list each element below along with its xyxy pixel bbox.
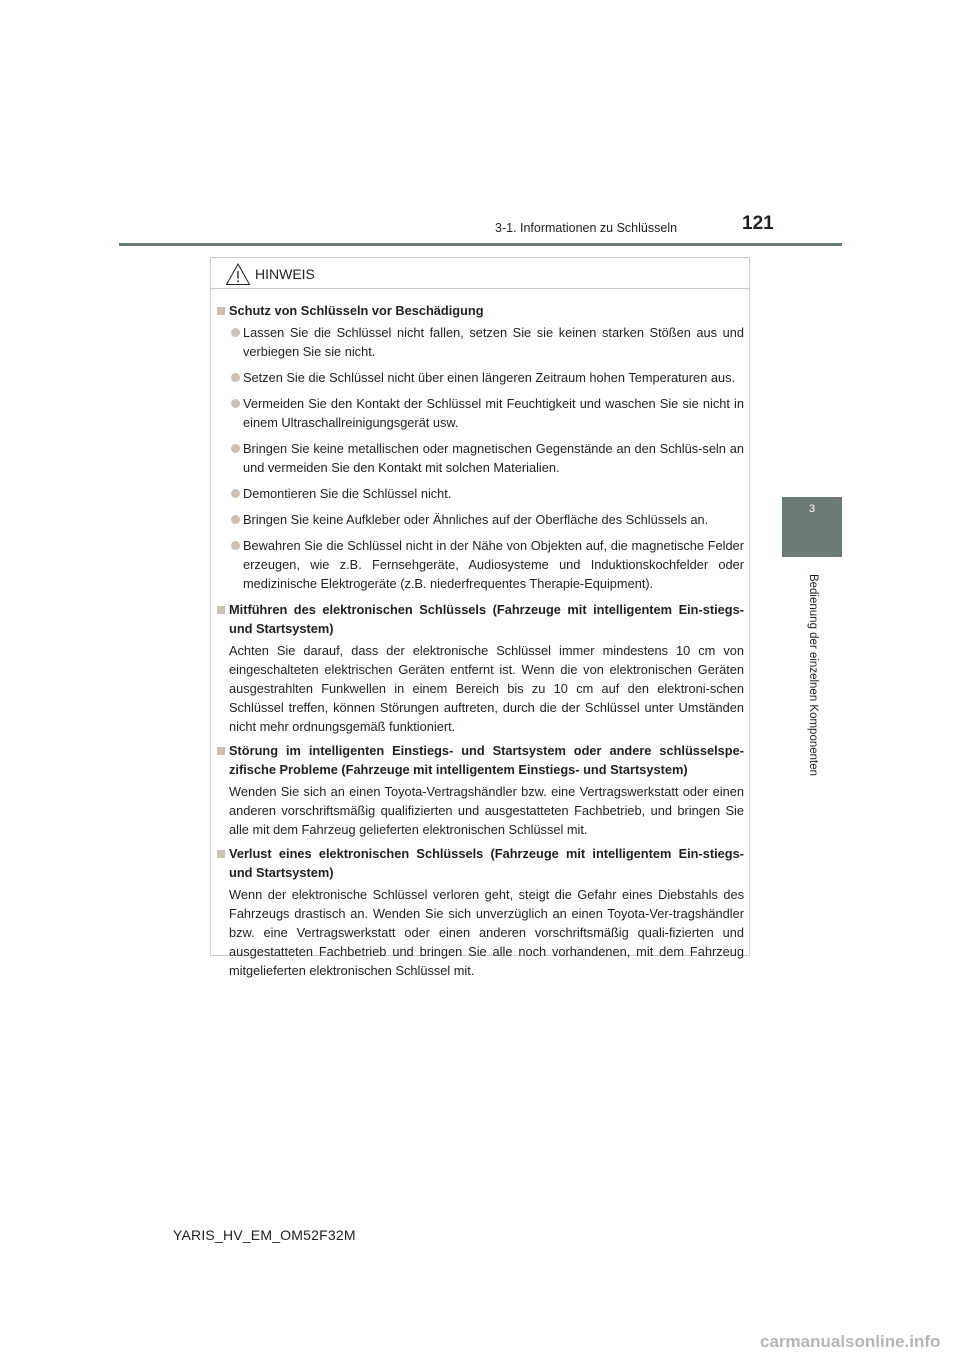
list-item	[217, 536, 744, 593]
list-item	[217, 323, 744, 361]
section-heading	[217, 301, 744, 320]
list-item-text: Setzen Sie die Schlüssel nicht über einen längeren Zeitraum hohen Temperaturen aus.	[243, 370, 736, 385]
warning-triangle-icon	[225, 262, 251, 286]
header-rule	[119, 243, 842, 246]
section-heading	[217, 600, 744, 638]
section-heading	[217, 844, 744, 882]
section-heading-text: Verlust eines elektronischen Schlüssels (Fahrzeuge mit intelligentem Ein-stiegs- und Startsystem)	[229, 846, 744, 880]
list-item-text: Lassen Sie die Schlüssel nicht fallen, setzen Sie sie keinen starken Stößen aus und verbiegen Sie sie nicht.	[243, 325, 744, 359]
section-heading	[217, 741, 744, 779]
list-item	[217, 439, 744, 477]
section-body: Wenden Sie sich an einen Toyota-Vertragshändler bzw. eine Vertragswerkstatt oder einen anderen vorschriftsmäßig qualifizierten und ausgestatteten Fachbetrieb, und bringen Sie alle mit dem Fahrzeug gelieferten elektronischen Schlüssel mit.	[229, 784, 744, 837]
chapter-number: 3	[808, 503, 816, 515]
square-bullet-icon	[217, 850, 225, 858]
section-body: Achten Sie darauf, dass der elektronische Schlüssel immer mindestens 10 cm von eingeschalteten elektrischen Geräten entfernt ist. Wenn die von elektronischen Geräten ausgestrahlten Funkwellen in einem Bereich bis zu 10 cm auf den elektroni-schen Schlüssel treffen, können Störungen auftreten, durch die der Schlüssel unter Umständen nicht mehr ordnungsgemäß funktioniert.	[229, 643, 744, 734]
notice-header	[211, 258, 749, 289]
list-item	[217, 484, 744, 503]
list-item-text: Demontieren Sie die Schlüssel nicht.	[243, 486, 452, 501]
square-bullet-icon	[217, 606, 225, 614]
dot-bullet-icon	[231, 444, 240, 453]
dot-bullet-icon	[231, 373, 240, 382]
dot-bullet-icon	[231, 541, 240, 550]
watermark-logo[interactable]: carmanualsonline.info	[760, 1332, 941, 1351]
dot-bullet-icon	[231, 489, 240, 498]
page-number: 121	[742, 213, 774, 234]
square-bullet-icon	[217, 747, 225, 755]
square-bullet-icon	[217, 307, 225, 315]
section-heading-text: Störung im intelligenten Einstiegs- und Startsystem oder andere schlüsselspe-zifische Probleme (Fahrzeuge mit intelligentem Einstiegs- und Startsystem)	[229, 743, 744, 777]
chapter-title: Bedienung der einzelnen Komponenten	[807, 573, 819, 777]
dot-bullet-icon	[231, 515, 240, 524]
notice-content	[217, 301, 744, 985]
list-item	[217, 510, 744, 529]
section-heading-text: Schutz von Schlüsseln vor Beschädigung	[229, 303, 484, 318]
list-item-text: Bewahren Sie die Schlüssel nicht in der Nähe von Objekten auf, die magnetische Felder erzeugen, wie z.B. Fernsehgeräte, Audiosysteme und Induktionskochfelder oder medizinische Elektrogeräte (z.B. niederfrequentes Therapie-Equipment).	[243, 538, 744, 591]
list-item	[217, 394, 744, 432]
list-item-text: Bringen Sie keine Aufkleber oder Ähnliches auf der Oberfläche des Schlüssels an.	[243, 512, 709, 527]
notice-title: HINWEIS	[255, 266, 315, 282]
document-code: YARIS_HV_EM_OM52F32M	[173, 1227, 356, 1243]
dot-bullet-icon	[231, 328, 240, 337]
list-item-text: Bringen Sie keine metallischen oder magnetischen Gegenstände an den Schlüs-seln an und vermeiden Sie den Kontakt mit solchen Materialien.	[243, 441, 744, 475]
header-section-title: 3-1. Informationen zu Schlüsseln	[495, 221, 678, 235]
section-body: Wenn der elektronische Schlüssel verloren geht, steigt die Gefahr eines Diebstahls des Fahrzeugs drastisch an. Wenden Sie sich unverzüglich an einen Toyota-Ver-tragshändler bzw. eine Vertragswerkstatt oder einen anderen vorschriftsmäßig quali-fizierten und ausgestatteten Fachbetrieb und bringen Sie alle noch vorhandenen, mit dem Fahrzeug mitgelieferten elektronischen Schlüssel mit.	[229, 887, 744, 978]
section-heading-text: Mitführen des elektronischen Schlüssels (Fahrzeuge mit intelligentem Ein-stiegs- und Startsystem)	[229, 602, 744, 636]
dot-bullet-icon	[231, 399, 240, 408]
notice-box	[210, 257, 750, 978]
list-item	[217, 368, 744, 387]
chapter-tab	[782, 497, 842, 557]
list-item-text: Vermeiden Sie den Kontakt der Schlüssel mit Feuchtigkeit und waschen Sie sie nicht in einem Ultraschallreinigungsgerät usw.	[243, 396, 744, 430]
